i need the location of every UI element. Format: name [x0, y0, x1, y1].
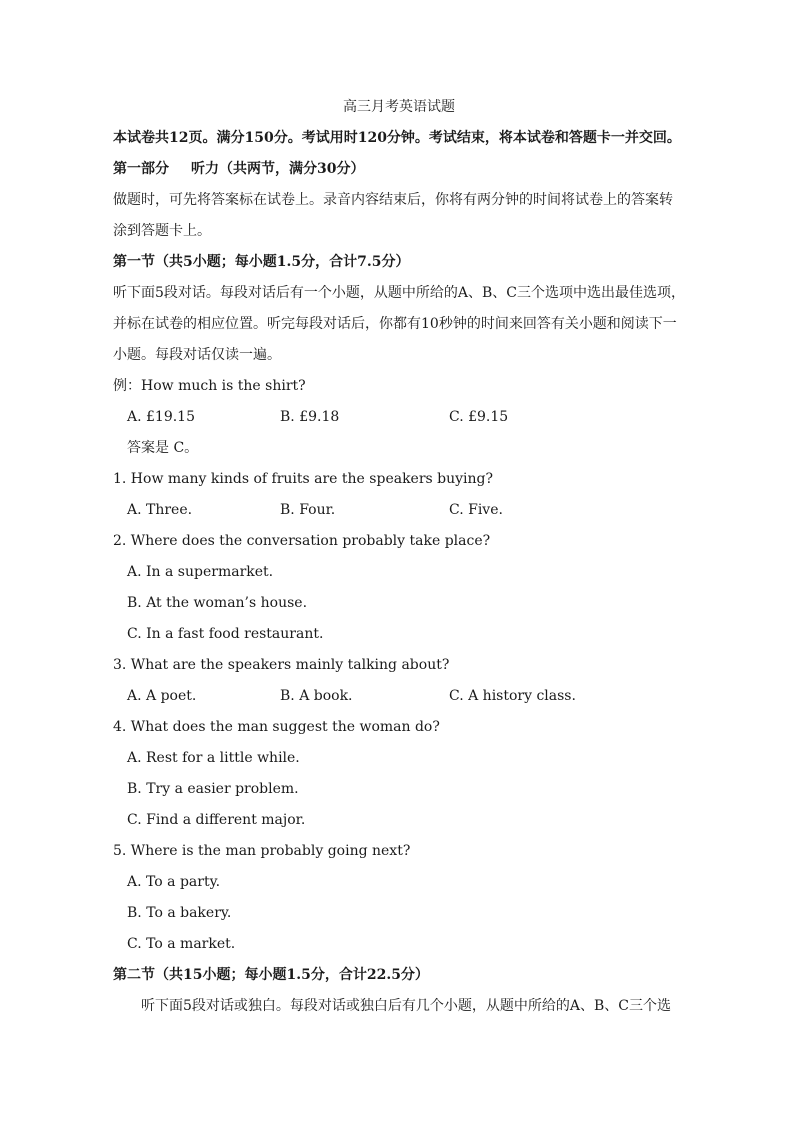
- part1-instruction-line-2: 涂到答题卡上。: [113, 223, 211, 239]
- question-4-option-b: B. Try a easier problem.: [127, 781, 299, 797]
- example-options: [113, 402, 685, 433]
- question-5-option-b: B. To a bakery.: [127, 905, 232, 921]
- section2-instruction-line-1: 听下面5段对话或独白。每段对话或独白后有几个小题，从题中所给的A、B、C三个选: [141, 998, 672, 1014]
- question-3-stem: 3. What are the speakers mainly talking about?: [113, 657, 450, 673]
- question-5-stem: 5. Where is the man probably going next?: [113, 843, 411, 859]
- section1-instruction-line-1: 听下面5段对话。每段对话后有一个小题，从题中所给的A、B、C三个选项中选出最佳选项，: [113, 285, 686, 301]
- question-2-option-c: C. In a fast food restaurant.: [127, 626, 324, 642]
- question-4-stem: 4. What does the man suggest the woman do?: [113, 719, 440, 735]
- question-2-option-b: B. At the woman’s house.: [127, 595, 308, 611]
- exam-notice: 本试卷共12页。满分150分。考试用时120分钟。考试结束，将本试卷和答题卡一并交回。: [113, 130, 681, 146]
- example-question: 例：How much is the shirt?: [113, 378, 306, 394]
- question-1-options: [113, 495, 685, 526]
- section1-instruction-line-2: 并标在试卷的相应位置。听完每段对话后，你都有10秒钟的时间来回答有关小题和阅读下一: [113, 316, 677, 332]
- section1-heading: 第一节（共5小题；每小题1.5分，合计7.5分）: [113, 254, 410, 270]
- exam-page: [113, 92, 685, 1022]
- question-1-option-a: A. Three.: [127, 502, 193, 518]
- part1-heading: [113, 154, 685, 185]
- section2-heading: 第二节（共15小题；每小题1.5分，合计22.5分）: [113, 967, 429, 983]
- question-1-option-c: C. Five.: [449, 502, 503, 518]
- question-2-option-a: A. In a supermarket.: [127, 564, 274, 580]
- example-option-c: C. £9.15: [449, 409, 509, 425]
- part1-heading-title: 听力（共两节，满分30分）: [191, 161, 365, 177]
- question-3-option-a: A. A poet.: [127, 688, 197, 704]
- question-4-option-c: C. Find a different major.: [127, 812, 306, 828]
- question-3-option-b: B. A book.: [280, 688, 353, 704]
- part1-instruction-line-1: 做题时，可先将答案标在试卷上。录音内容结束后，你将有两分钟的时间将试卷上的答案转: [113, 192, 673, 208]
- page-title: 高三月考英语试题: [343, 99, 455, 115]
- question-1-stem: 1. How many kinds of fruits are the speakers buying?: [113, 471, 494, 487]
- question-1-option-b: B. Four.: [280, 502, 336, 518]
- section1-instruction-line-3: 小题。每段对话仅读一遍。: [113, 347, 281, 363]
- question-4-option-a: A. Rest for a little while.: [127, 750, 300, 766]
- example-option-b: B. £9.18: [280, 409, 340, 425]
- example-answer: 答案是 C。: [127, 440, 199, 456]
- question-5-option-c: C. To a market.: [127, 936, 236, 952]
- question-2-stem: 2. Where does the conversation probably take place?: [113, 533, 491, 549]
- part1-heading-label: 第一部分: [113, 161, 169, 177]
- question-3-option-c: C. A history class.: [449, 688, 576, 704]
- question-3-options: [113, 681, 685, 712]
- question-5-option-a: A. To a party.: [127, 874, 221, 890]
- example-option-a: A. £19.15: [127, 409, 195, 425]
